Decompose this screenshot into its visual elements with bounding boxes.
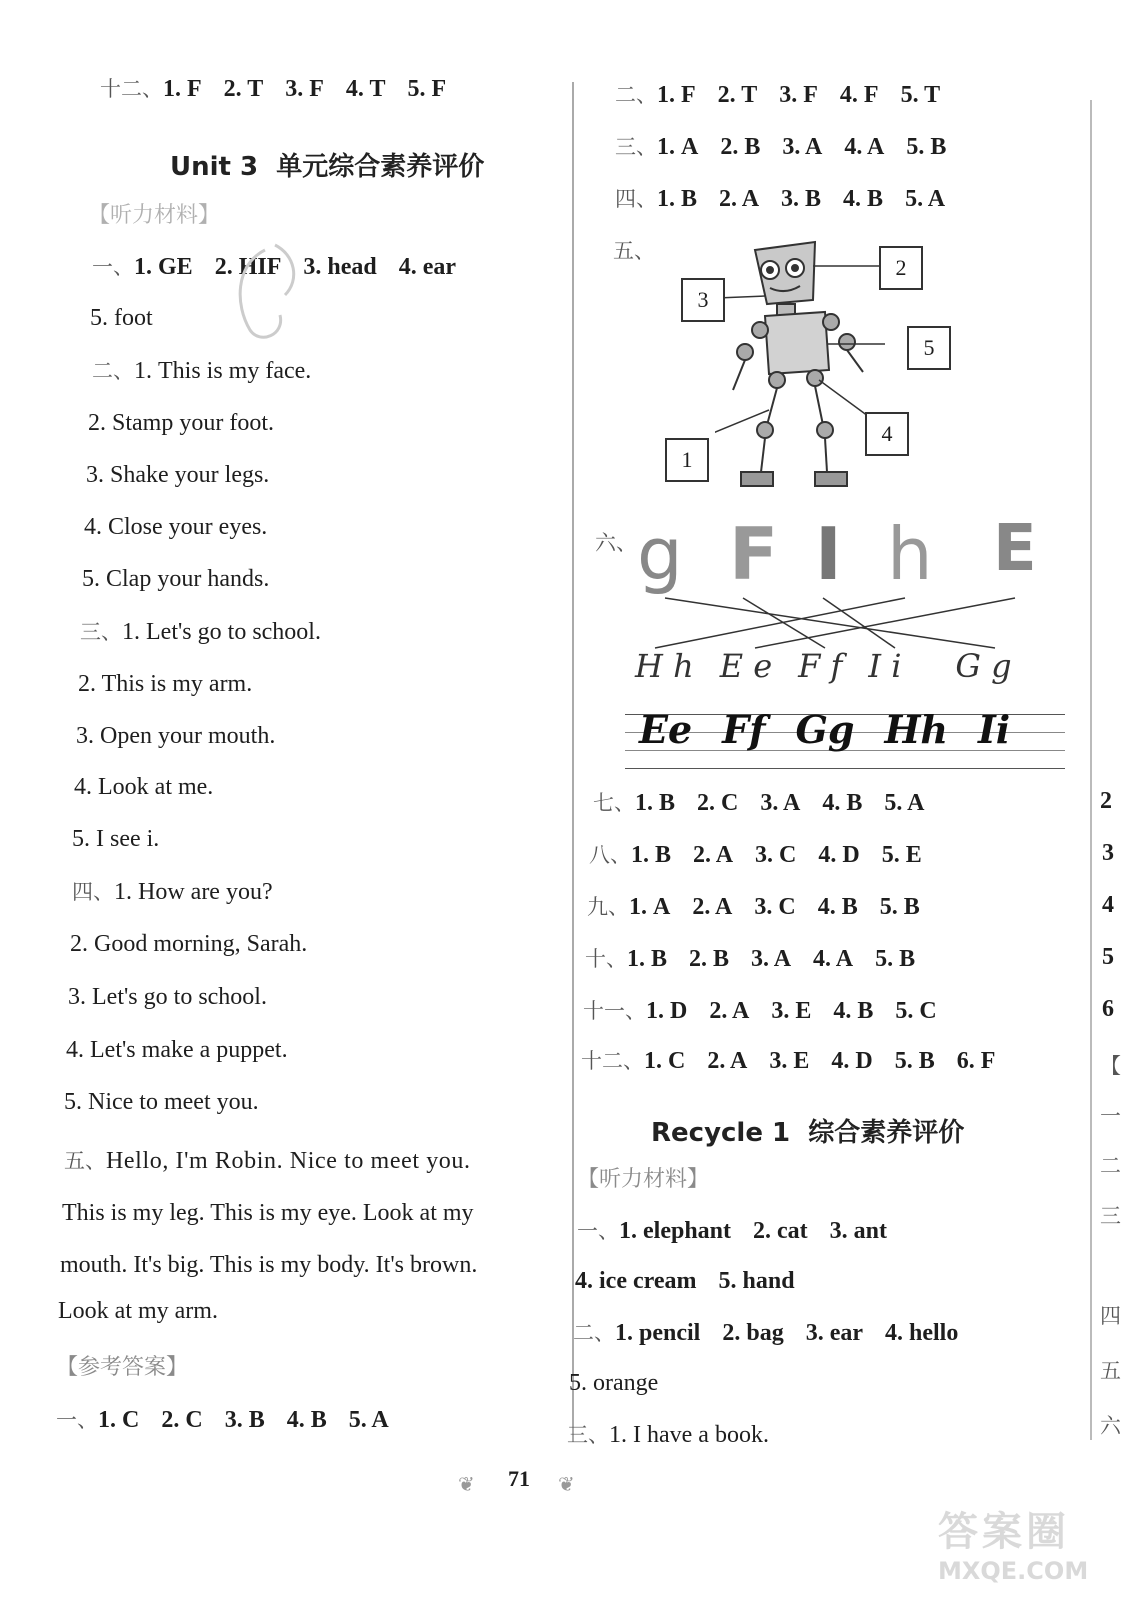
listening-label: 【听力材料】: [88, 203, 221, 228]
s1-line2: 4. ice cream 5. hand: [575, 1268, 795, 1294]
s2-answers: 二、1. pencil 2. bag 3. ear 4. hello: [573, 1320, 959, 1346]
l3-item-4: 4. Look at me.: [74, 774, 214, 800]
s1-answers: 一、1. elephant 2. cat 3. ant: [577, 1218, 888, 1244]
l4-item-2: 2. Good morning, Sarah.: [70, 931, 308, 957]
l1-extra: 5. foot: [90, 305, 153, 331]
picture-letter-g: g: [637, 512, 683, 596]
robot-label-box-3: 3: [681, 278, 725, 322]
picture-letter-F: F: [729, 512, 779, 596]
r3-answers: 三、1. A 2. B 3. A 4. A 5. B: [615, 134, 947, 160]
l3-item-3: 3. Open your mouth.: [76, 723, 276, 749]
s2-line2: 5. orange: [569, 1370, 659, 1396]
r5-prefix: 五、: [613, 239, 655, 263]
l2-item-2: 2. Stamp your foot.: [88, 410, 274, 436]
copybook-letters: Ee Ff Gg Hh Ii: [639, 707, 1011, 752]
l1-answers: 一、1. GE 2. HIF 3. head 4. ear: [92, 254, 457, 280]
l4-item-1: 四、1. How are you?: [72, 879, 273, 905]
l3-item-1: 三、1. Let's go to school.: [80, 619, 321, 645]
l5-line-3: mouth. It's big. This is my body. It's brown.: [60, 1252, 478, 1278]
watermark-url: MXQE.COM: [938, 1557, 1089, 1585]
l5-line-1: 五、Hello, I'm Robin. Nice to meet you.: [64, 1148, 471, 1174]
letter-pairs: H h E e F f I i G g: [635, 647, 1012, 685]
a1-answers: 一、1. C 2. C 3. B 4. B 5. A: [56, 1407, 389, 1433]
page-number: 71: [508, 1466, 530, 1491]
l3-item-2: 2. This is my arm.: [78, 671, 253, 697]
page-number-ornament: [458, 1462, 588, 1502]
r4-answers: 四、1. B 2. A 3. B 4. B 5. A: [615, 186, 946, 212]
l2-item-3: 3. Shake your legs.: [86, 462, 270, 488]
r11-answers: 十一、1. D 2. A 3. E 4. B 5. C: [583, 998, 937, 1024]
column-divider: [572, 82, 574, 1442]
r9-answers: 九、1. A 2. A 3. C 4. B 5. B: [587, 894, 920, 920]
l2-item-1: 二、1. This is my face.: [92, 358, 312, 384]
right-edge-divider: [1090, 100, 1092, 1440]
l4-item-4: 4. Let's make a puppet.: [66, 1037, 288, 1063]
recycle-title: Recycle 1 综合素养评价: [651, 1118, 965, 1148]
section-12-answers: 十二、1. F 2. T 3. F 4. T 5. F: [100, 76, 447, 102]
picture-letter-E-plug: E: [993, 512, 1037, 586]
unit-title: Unit 3 单元综合素养评价: [170, 152, 485, 182]
robot-label-box-4: 4: [865, 412, 909, 456]
r10-answers: 十、1. B 2. B 3. A 4. A 5. B: [585, 946, 916, 972]
picture-letter-h-chair: h: [887, 512, 933, 596]
picture-letter-I-candle: I: [815, 512, 842, 596]
recycle-listening-label: 【听力材料】: [577, 1167, 710, 1192]
r6-prefix: 六、: [595, 531, 637, 555]
l3-item-5: 5. I see i.: [72, 826, 160, 852]
l2-item-5: 5. Clap your hands.: [82, 566, 270, 592]
l5-line-4: Look at my arm.: [58, 1298, 218, 1324]
robot-label-box-2: 2: [879, 246, 923, 290]
r8-answers: 八、1. B 2. A 3. C 4. D 5. E: [589, 842, 922, 868]
right-edge-fragments: 2 3 4 5 6 【 一 二 三 四 五 六: [1100, 788, 1121, 1438]
leaf-right-icon: ❦: [558, 1474, 575, 1496]
robot-label-box-5: 5: [907, 326, 951, 370]
stamp-mark-icon: [225, 235, 305, 355]
l5-line-2: This is my leg. This is my eye. Look at my: [62, 1200, 474, 1226]
watermark-text: 答案圈: [938, 1509, 1070, 1555]
robot-figure: [715, 240, 995, 510]
leaf-left-icon: ❦: [458, 1474, 475, 1496]
answers-label: 【参考答案】: [56, 1355, 189, 1380]
r2-answers: 二、1. F 2. T 3. F 4. F 5. T: [615, 82, 941, 108]
watermark: [938, 1500, 1128, 1595]
l4-item-5: 5. Nice to meet you.: [64, 1089, 259, 1115]
robot-label-box-1: 1: [665, 438, 709, 482]
r12-answers: 十二、1. C 2. A 3. E 4. D 5. B 6. F: [581, 1048, 996, 1074]
s3-line: 三、1. I have a book.: [567, 1422, 769, 1448]
l4-item-3: 3. Let's go to school.: [68, 984, 267, 1010]
r7-answers: 七、1. B 2. C 3. A 4. B 5. A: [593, 790, 925, 816]
l2-item-4: 4. Close your eyes.: [84, 514, 268, 540]
